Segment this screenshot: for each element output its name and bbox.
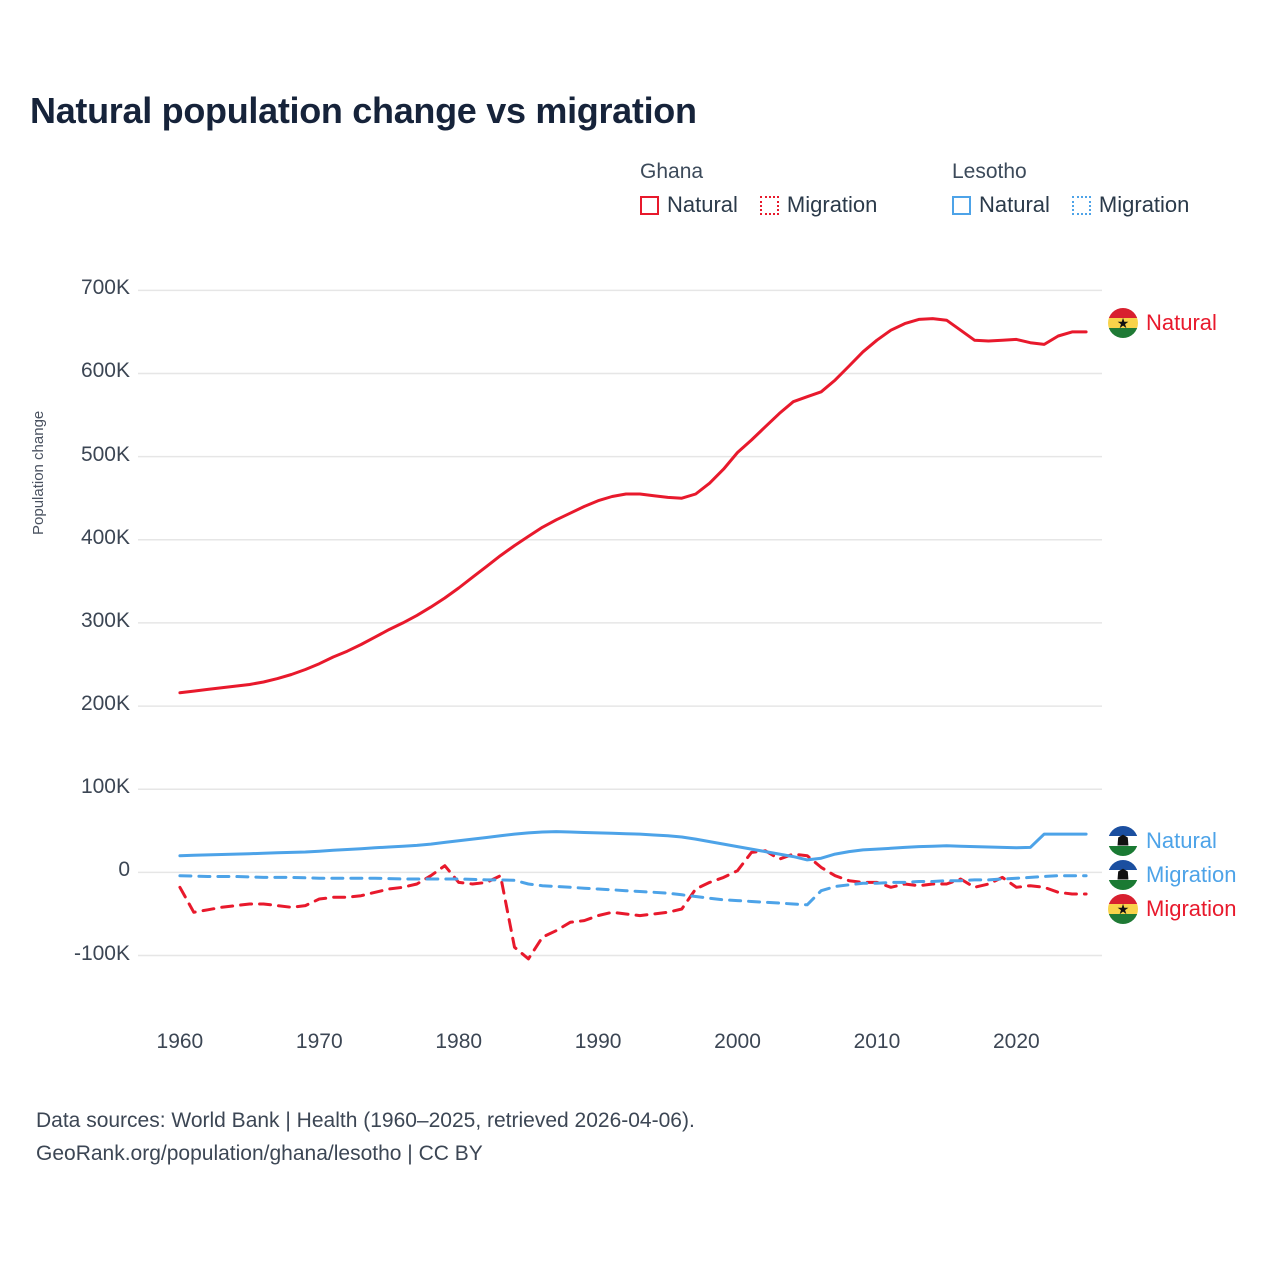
end-label-lesotho-migration — [1108, 860, 1236, 890]
y-tick-label: 300K — [80, 608, 130, 632]
x-tick-label: 1970 — [295, 1030, 343, 1053]
footer — [36, 1105, 695, 1170]
end-label-text: Migration — [1146, 862, 1237, 887]
x-tick-label: 2020 — [992, 1030, 1040, 1053]
x-tick-label: 2010 — [853, 1030, 901, 1053]
footer-line-1: Data sources: World Bank | Health (1960–2025, retrieved 2026-04-06). — [36, 1109, 695, 1132]
series-line — [180, 832, 1086, 860]
lesotho-flag-icon — [1108, 826, 1138, 856]
y-tick-label: 100K — [80, 775, 130, 799]
lesotho-flag-icon — [1108, 860, 1138, 890]
y-tick-label: 700K — [80, 276, 130, 300]
end-label-text: Natural — [1146, 310, 1217, 335]
y-tick-label: 400K — [80, 525, 130, 549]
x-tick-label: 2000 — [714, 1030, 761, 1053]
legend-label-ghana-natural: Natural — [667, 192, 738, 217]
y-tick-label: 200K — [80, 692, 130, 716]
end-label-text: Migration — [1146, 896, 1237, 921]
legend-group-title-lesotho: Lesotho — [952, 160, 1027, 183]
end-label-lesotho-natural — [1108, 826, 1217, 856]
y-tick-label: 500K — [80, 442, 130, 466]
end-label-text: Natural — [1146, 828, 1217, 853]
series-line — [180, 851, 1086, 959]
y-axis-title: Population change — [30, 410, 47, 535]
footer-line-2: GeoRank.org/population/ghana/lesotho | CC BY — [36, 1141, 483, 1165]
x-tick-label: 1960 — [156, 1030, 204, 1053]
x-tick-label: 1990 — [574, 1030, 622, 1053]
y-tick-label: -100K — [73, 941, 130, 965]
legend-label-ghana-migration: Migration — [786, 192, 878, 217]
y-tick-label: 0 — [118, 858, 130, 882]
y-tick-label: 600K — [80, 359, 130, 383]
series-line — [180, 319, 1086, 693]
x-tick-label: 1980 — [435, 1030, 483, 1053]
end-label-ghana-natural — [1108, 308, 1217, 338]
legend-group-title-ghana: Ghana — [640, 160, 704, 183]
end-label-ghana-migration — [1108, 894, 1236, 924]
legend-label-lesotho-migration: Migration — [1098, 192, 1190, 217]
page-title: Natural population change vs migration — [30, 90, 697, 131]
ghana-flag-icon — [1108, 308, 1138, 338]
ghana-flag-icon — [1108, 894, 1138, 924]
legend-label-lesotho-natural: Natural — [979, 192, 1050, 217]
